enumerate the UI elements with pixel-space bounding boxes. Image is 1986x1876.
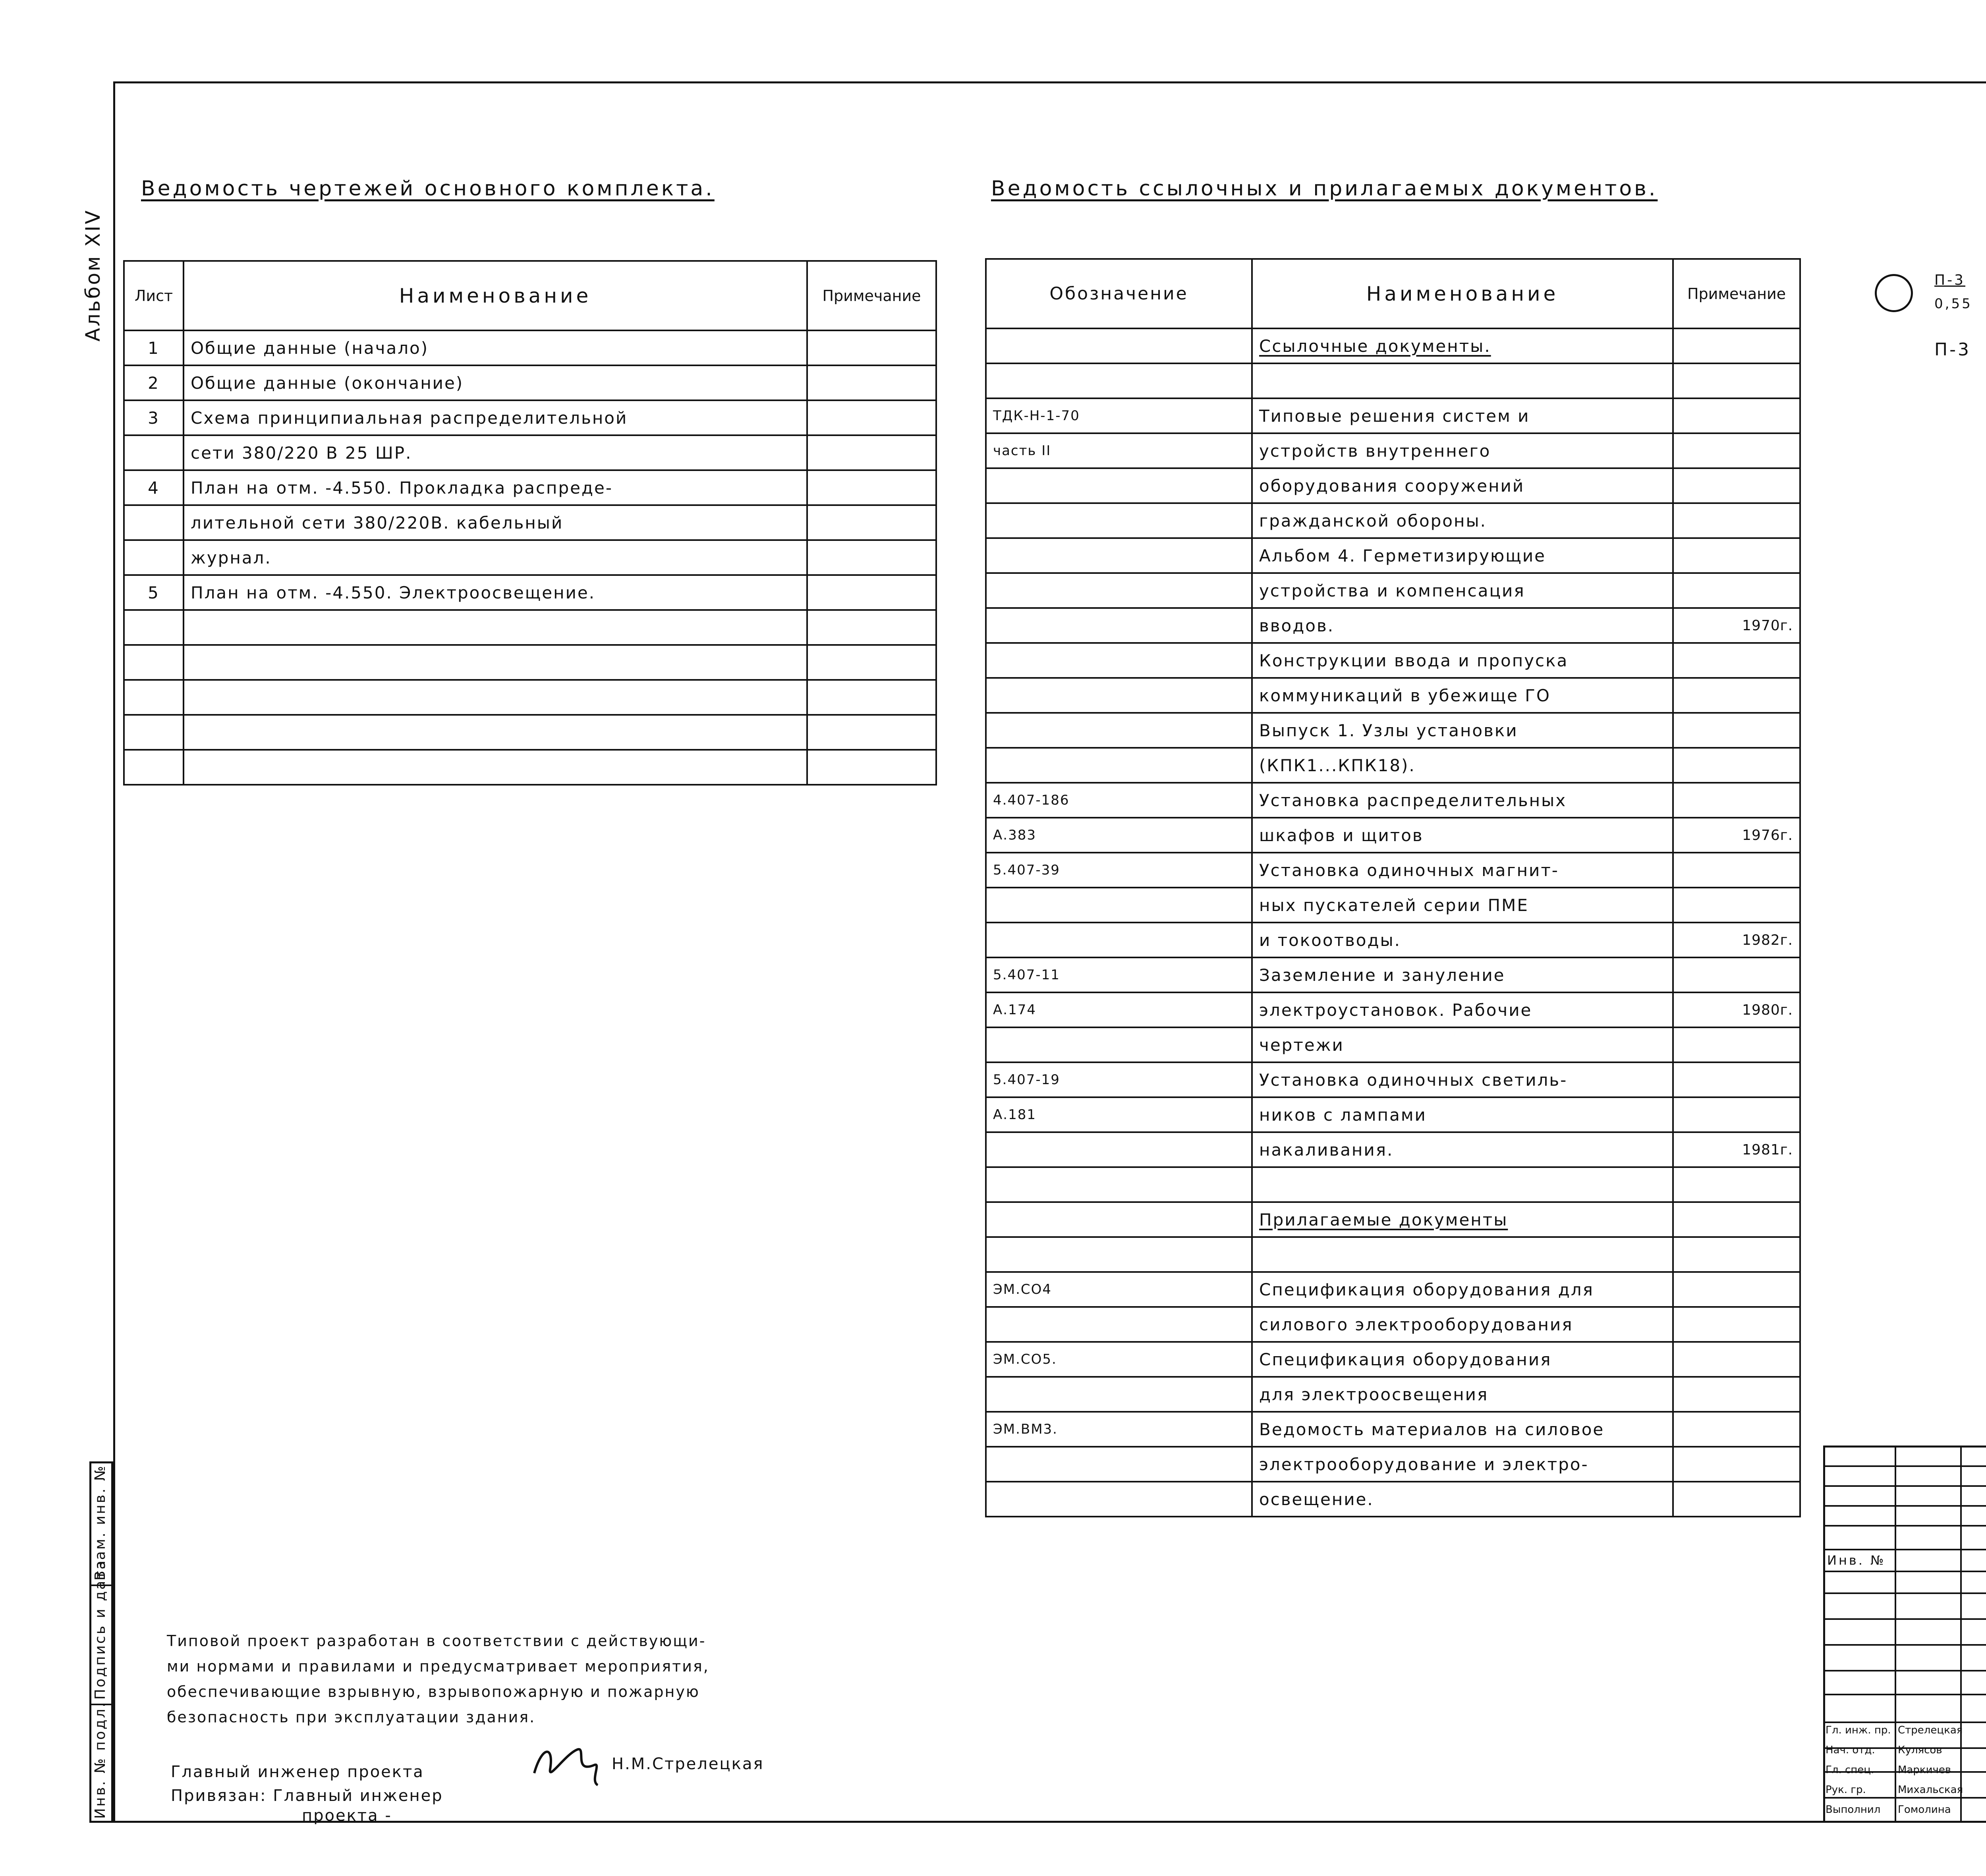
drawings-table: [123, 260, 937, 786]
ref-name-cell: Установка одиночных магнит-: [1252, 853, 1673, 888]
table-row: [124, 365, 936, 400]
tb-hline: [1823, 1644, 1986, 1646]
designation-cell: [986, 1447, 1252, 1482]
ref-name-cell: (КПК1...КПК18).: [1252, 748, 1673, 783]
ref-note-cell: [1673, 1482, 1800, 1517]
tb-hline: [1823, 1525, 1986, 1527]
designation-cell: [986, 328, 1252, 363]
ref-name-cell: и токоотводы.: [1252, 923, 1673, 957]
name-cell: [184, 645, 807, 680]
designation-cell: [986, 1167, 1252, 1202]
drawings-list-title: Ведомость чертежей основного комплекта.: [141, 177, 715, 201]
ref-note-cell: [1673, 328, 1800, 363]
table-row: [986, 818, 1800, 853]
ref-note-cell: 1976г.: [1673, 818, 1800, 853]
note-cell: [807, 680, 936, 715]
ref-name-cell: коммуникаций в убежище ГО: [1252, 678, 1673, 713]
sheet-cell: 3: [124, 400, 184, 435]
ref-note-cell: [1673, 468, 1800, 503]
ref-name-cell: Спецификация оборудования: [1252, 1342, 1673, 1377]
table-row: [986, 783, 1800, 818]
table-row: [986, 923, 1800, 957]
designation-cell: [986, 1482, 1252, 1517]
stub-label-replace: Взам. инв. №: [92, 1464, 108, 1581]
designation-cell: [986, 1027, 1252, 1062]
bind-engineer-label2: проекта -: [302, 1807, 392, 1825]
signature-role: Гл. инж. пр.: [1826, 1724, 1891, 1736]
designation-cell: А.181: [986, 1097, 1252, 1132]
ref-note-cell: [1673, 433, 1800, 468]
tb-hline: [1823, 1571, 1986, 1572]
col-ref-note: Примечание: [1673, 259, 1800, 328]
ref-note-cell: [1673, 643, 1800, 678]
designation-cell: [986, 503, 1252, 538]
ref-note-cell: [1673, 783, 1800, 818]
tb-vline: [1895, 1446, 1896, 1823]
designation-cell: [986, 608, 1252, 643]
ref-name-cell: для электроосвещения: [1252, 1377, 1673, 1412]
tb-hline: [1823, 1694, 1986, 1695]
sheet-cell: 2: [124, 365, 184, 400]
table-row: [986, 1202, 1800, 1237]
table-row: [986, 957, 1800, 992]
ref-note-cell: [1673, 1237, 1800, 1272]
designation-cell: [986, 1377, 1252, 1412]
reference-docs-title: Ведомость ссылочных и прилагаемых документов.: [991, 177, 1658, 201]
sheet-cell: 1: [124, 330, 184, 365]
designation-cell: [986, 573, 1252, 608]
table-row: [986, 608, 1800, 643]
bind-engineer-label: Привязан: Главный инженер: [171, 1787, 443, 1805]
designation-cell: [986, 1237, 1252, 1272]
designation-cell: 5.407-19: [986, 1062, 1252, 1097]
ref-note-cell: [1673, 678, 1800, 713]
table-row: [986, 643, 1800, 678]
ref-note-cell: 1980г.: [1673, 992, 1800, 1027]
col-note: Примечание: [807, 261, 936, 330]
legend-numerator: П-3: [1934, 272, 1965, 288]
tb-vline: [1960, 1446, 1962, 1823]
table-row: [986, 468, 1800, 503]
ref-name-cell: Установка одиночных светиль-: [1252, 1062, 1673, 1097]
designation-cell: ЭМ.СО5.: [986, 1342, 1252, 1377]
table-row: [986, 1307, 1800, 1342]
note-cell: [807, 750, 936, 785]
table-row: [124, 575, 936, 610]
sheet-cell: 4: [124, 470, 184, 505]
col-designation: Обозначение: [986, 259, 1252, 328]
signature-role: Рук. гр.: [1826, 1784, 1866, 1796]
table-row: [124, 330, 936, 365]
legend-item2-code: П-3: [1934, 340, 1971, 360]
ref-name-cell: Конструкции ввода и пропуска: [1252, 643, 1673, 678]
tb-hline: [1823, 1549, 1986, 1550]
ref-name-cell: вводов.: [1252, 608, 1673, 643]
sheet-cell: [124, 680, 184, 715]
note-cell: [807, 470, 936, 505]
ref-note-cell: [1673, 1097, 1800, 1132]
table-row: [986, 1482, 1800, 1517]
ref-note-cell: [1673, 503, 1800, 538]
designation-cell: ТДК-Н-1-70: [986, 398, 1252, 433]
designation-cell: [986, 363, 1252, 398]
table-row: [986, 1132, 1800, 1167]
ref-name-cell: шкафов и щитов: [1252, 818, 1673, 853]
sheet-cell: [124, 505, 184, 540]
stub-label-sign: Подпись и дата: [92, 1559, 108, 1700]
ref-name-cell: Ссылочные документы.: [1252, 328, 1673, 363]
table-row: [986, 433, 1800, 468]
note-cell: [807, 645, 936, 680]
note-cell: [807, 715, 936, 750]
col-ref-name: Наименование: [1252, 259, 1673, 328]
chief-signature: [530, 1737, 610, 1789]
designation-cell: ЭМ.СО4: [986, 1272, 1252, 1307]
tb-hline: [1823, 1618, 1986, 1620]
ref-name-cell: устройства и компенсация: [1252, 573, 1673, 608]
ref-name-cell: накаливания.: [1252, 1132, 1673, 1167]
tb-hline: [1823, 1722, 1986, 1723]
note-cell: [807, 330, 936, 365]
table-row: [124, 610, 936, 645]
note-cell: [807, 400, 936, 435]
ref-name-cell: освещение.: [1252, 1482, 1673, 1517]
ref-note-cell: [1673, 748, 1800, 783]
designation-cell: А.383: [986, 818, 1252, 853]
table-row: [986, 538, 1800, 573]
name-cell: Схема принципиальная распределительной: [184, 400, 807, 435]
note-line: безопасность при эксплуатации здания.: [167, 1708, 536, 1726]
table-row: [986, 992, 1800, 1027]
ref-name-cell: Спецификация оборудования для: [1252, 1272, 1673, 1307]
table-row: [124, 540, 936, 575]
ref-name-cell: [1252, 1237, 1673, 1272]
name-cell: Общие данные (начало): [184, 330, 807, 365]
note-cell: [807, 505, 936, 540]
table-row: [986, 1097, 1800, 1132]
project-note: [167, 1628, 802, 1730]
table-row: [986, 1272, 1800, 1307]
ref-name-cell: [1252, 1167, 1673, 1202]
tb-hline: [1823, 1505, 1986, 1507]
name-cell: [184, 680, 807, 715]
ref-name-cell: [1252, 363, 1673, 398]
ref-note-cell: [1673, 1272, 1800, 1307]
ref-name-cell: оборудования сооружений: [1252, 468, 1673, 503]
ref-note-cell: [1673, 1202, 1800, 1237]
note-cell: [807, 365, 936, 400]
designation-cell: 5.407-11: [986, 957, 1252, 992]
designation-cell: [986, 643, 1252, 678]
signature-role: Выполнил: [1826, 1804, 1881, 1816]
designation-cell: [986, 713, 1252, 748]
table-row: [986, 1167, 1800, 1202]
table-row: [124, 505, 936, 540]
ref-note-cell: [1673, 1377, 1800, 1412]
ref-note-cell: [1673, 888, 1800, 923]
table-row: [124, 715, 936, 750]
signature-role: Нач. отд.: [1826, 1744, 1875, 1756]
signature-name: Михальская: [1898, 1784, 1963, 1796]
ref-note-cell: [1673, 713, 1800, 748]
ref-note-cell: 1982г.: [1673, 923, 1800, 957]
sheet-cell: [124, 645, 184, 680]
designation-cell: А.174: [986, 992, 1252, 1027]
table-row: [986, 573, 1800, 608]
col-sheet: Лист: [124, 261, 184, 330]
sheet-cell: 5: [124, 575, 184, 610]
name-cell: План на отм. -4.550. Электроосвещение.: [184, 575, 807, 610]
table-row: [986, 888, 1800, 923]
signature-name: Кулясов: [1898, 1744, 1942, 1756]
table-row: [986, 328, 1800, 363]
ref-name-cell: гражданской обороны.: [1252, 503, 1673, 538]
ref-note-cell: [1673, 1342, 1800, 1377]
signature-name: Маркичев: [1898, 1764, 1951, 1776]
ref-note-cell: [1673, 1062, 1800, 1097]
designation-cell: [986, 923, 1252, 957]
table-row: [986, 503, 1800, 538]
ref-note-cell: [1673, 1447, 1800, 1482]
ref-name-cell: Заземление и зануление: [1252, 957, 1673, 992]
designation-cell: [986, 748, 1252, 783]
ref-note-cell: [1673, 538, 1800, 573]
name-cell: лительной сети 380/220В. кабельный: [184, 505, 807, 540]
note-cell: [807, 610, 936, 645]
ref-note-cell: [1673, 398, 1800, 433]
designation-cell: часть II: [986, 433, 1252, 468]
ref-name-cell: Альбом 4. Герметизирующие: [1252, 538, 1673, 573]
ref-name-cell: устройств внутреннего: [1252, 433, 1673, 468]
table-row: [986, 1027, 1800, 1062]
tb-hline: [1823, 1485, 1986, 1487]
table-row: [986, 713, 1800, 748]
sheet-cell: [124, 540, 184, 575]
name-cell: [184, 750, 807, 785]
table-row: [986, 1447, 1800, 1482]
designation-cell: [986, 1202, 1252, 1237]
ref-note-cell: [1673, 1307, 1800, 1342]
ref-name-cell: ников с лампами: [1252, 1097, 1673, 1132]
ref-note-cell: [1673, 363, 1800, 398]
legend-denominator: 0,55: [1934, 296, 1972, 312]
ref-name-cell: Выпуск 1. Узлы установки: [1252, 713, 1673, 748]
designation-cell: 5.407-39: [986, 853, 1252, 888]
note-cell: [807, 575, 936, 610]
name-cell: журнал.: [184, 540, 807, 575]
designation-cell: [986, 538, 1252, 573]
tb-hline: [1823, 1465, 1986, 1467]
album-label: Альбом XIV: [81, 209, 104, 342]
ref-name-cell: Установка распределительных: [1252, 783, 1673, 818]
ref-name-cell: ных пускателей серии ПМЕ: [1252, 888, 1673, 923]
ref-name-cell: чертежи: [1252, 1027, 1673, 1062]
note-cell: [807, 435, 936, 470]
tb-hline: [1823, 1670, 1986, 1671]
table-row: [986, 398, 1800, 433]
sheet-cell: [124, 435, 184, 470]
table-row: [986, 748, 1800, 783]
ref-note-cell: [1673, 1412, 1800, 1447]
ref-note-cell: 1970г.: [1673, 608, 1800, 643]
table-row: [124, 680, 936, 715]
note-line: ми нормами и правилами и предусматривает мероприятия,: [167, 1658, 709, 1675]
sheet-cell: [124, 750, 184, 785]
note-line: обеспечивающие взрывную, взрывопожарную и пожарную: [167, 1683, 700, 1700]
table-row: [986, 1062, 1800, 1097]
table-row: [124, 750, 936, 785]
table-row: [986, 1412, 1800, 1447]
ref-note-cell: [1673, 1027, 1800, 1062]
stub-label-inv: Инв. № подл.: [92, 1701, 108, 1819]
ref-note-cell: [1673, 573, 1800, 608]
tb-hline: [1823, 1592, 1986, 1594]
ref-name-cell: электрооборудование и электро-: [1252, 1447, 1673, 1482]
ref-note-cell: [1673, 853, 1800, 888]
ref-name-cell: Типовые решения систем и: [1252, 398, 1673, 433]
table-row: [124, 470, 936, 505]
table-row: [124, 645, 936, 680]
table-row: [124, 435, 936, 470]
table-row: [986, 853, 1800, 888]
designation-cell: 4.407-186: [986, 783, 1252, 818]
inv-label: Инв. №: [1827, 1553, 1886, 1568]
table-row: [986, 363, 1800, 398]
table-row: [986, 1342, 1800, 1377]
name-cell: [184, 715, 807, 750]
note-line: Типовой проект разработан в соответствии с действующи-: [167, 1632, 706, 1650]
ref-note-cell: [1673, 957, 1800, 992]
ref-name-cell: силового электрооборудования: [1252, 1307, 1673, 1342]
tb-hline: [1823, 1797, 1986, 1799]
ref-name-cell: Ведомость материалов на силовое: [1252, 1412, 1673, 1447]
designation-cell: [986, 1307, 1252, 1342]
table-row: [986, 678, 1800, 713]
chief-engineer-label: Главный инженер проекта: [171, 1763, 424, 1781]
designation-cell: [986, 678, 1252, 713]
sheet-cell: [124, 610, 184, 645]
designation-cell: [986, 468, 1252, 503]
ref-name-cell: электроустановок. Рабочие: [1252, 992, 1673, 1027]
name-cell: План на отм. -4.550. Прокладка распреде-: [184, 470, 807, 505]
col-name: Наименование: [184, 261, 807, 330]
designation-cell: [986, 888, 1252, 923]
reference-table: [985, 258, 1801, 1517]
table-row: [986, 1377, 1800, 1412]
ref-name-cell: Прилагаемые документы: [1252, 1202, 1673, 1237]
chief-engineer-name: Н.М.Стрелецкая: [612, 1755, 764, 1773]
signature-name: Стрелецкая: [1898, 1724, 1963, 1736]
table-row: [124, 400, 936, 435]
signature-role: Гл. спец.: [1826, 1764, 1874, 1776]
designation-cell: [986, 1132, 1252, 1167]
signature-name: Гомолина: [1898, 1804, 1951, 1816]
ref-note-cell: 1981г.: [1673, 1132, 1800, 1167]
name-cell: сети 380/220 В 25 ШР.: [184, 435, 807, 470]
note-cell: [807, 540, 936, 575]
designation-cell: ЭМ.ВМ3.: [986, 1412, 1252, 1447]
ref-note-cell: [1673, 1167, 1800, 1202]
name-cell: [184, 610, 807, 645]
equipment-circle-icon: [1875, 274, 1913, 312]
name-cell: Общие данные (окончание): [184, 365, 807, 400]
table-row: [986, 1237, 1800, 1272]
sheet-cell: [124, 715, 184, 750]
